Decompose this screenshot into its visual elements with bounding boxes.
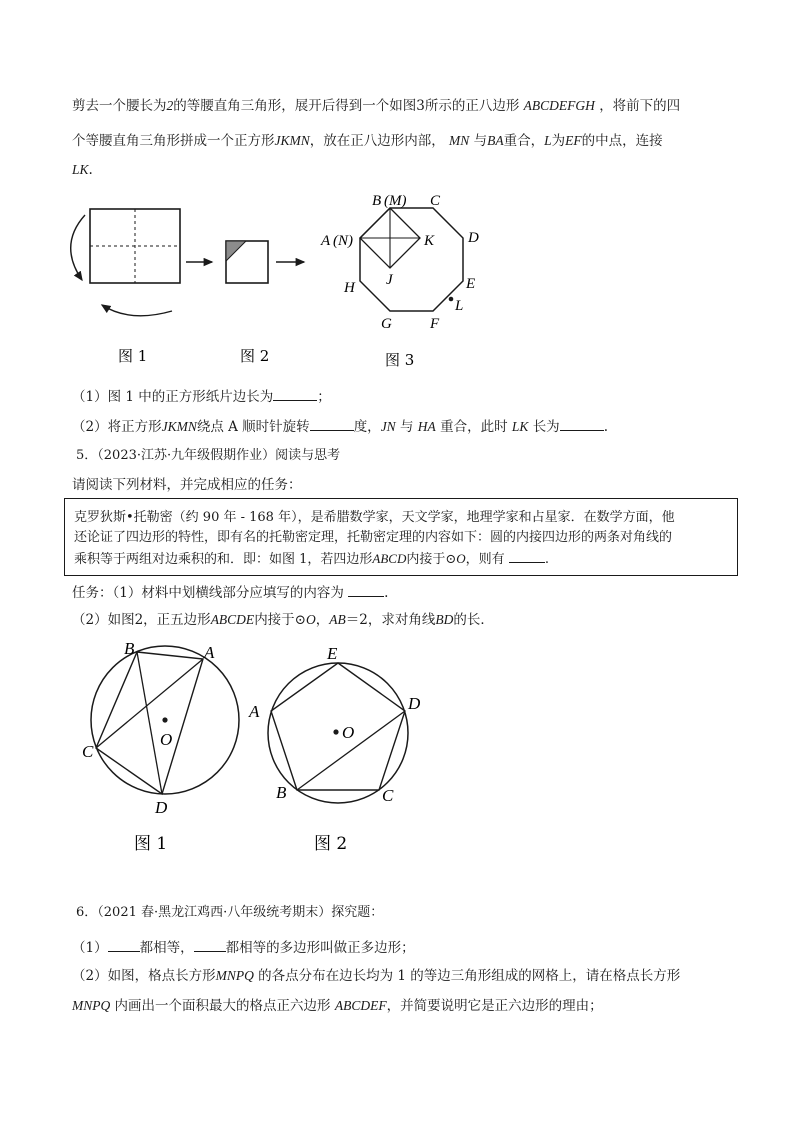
top-figures [0,185,800,385]
answer-blank[interactable] [509,548,545,563]
octagon-name: ABCDEFGH [523,98,595,113]
text: 剪去一个腰长为 [72,98,167,114]
text: （2）将正方形 [72,419,162,435]
text: . [603,419,608,435]
text: 与 [473,133,488,149]
math: EF [565,133,582,148]
intro-line-3 [72,160,93,180]
text: 的各点分布在边长均为 1 的等边三角形组成的网格上，请在格点长方形 [258,968,681,984]
label-c: C [82,742,94,761]
figure-1-folded-square [71,209,180,316]
circle-figures [0,635,800,865]
label-b: B [124,639,135,658]
text: （2）如图，格点长方形 [72,968,216,984]
text: ，将前下的四 [599,98,681,114]
center-o [333,729,338,734]
label-d: D [155,798,168,817]
text: 长为 [532,419,560,435]
math: ABCD [372,551,407,566]
text: 内接于⊙ [406,552,457,567]
box-line-2: 还论证了四边形的特性，即有名的托勒密定理，托勒密定理的内容如下：圆的内接四边形的两条对角线的 [74,530,673,545]
fig3-caption: 图 3 [385,351,415,369]
math: ABCDE [210,612,255,627]
figure-cyclic-quadrilateral [82,639,239,817]
intro-line-2 [72,131,663,151]
q6-part1 [72,937,415,958]
text: 的等腰直角三角形，展开后得到一个如图 [173,98,417,114]
text: 的长． [453,612,494,628]
label-d: D [468,230,479,246]
q5-header: 5．（2023·江苏·九年级假期作业）阅读与思考 [76,448,341,463]
q6-part2 [72,966,680,986]
text: 3 [416,98,425,114]
text: （2）如图2，正五边形 [72,612,211,628]
math: LK [72,162,89,177]
fig1-caption: 图 1 [134,834,168,854]
fold-arrow-left [71,215,85,280]
math: HA [417,419,436,434]
label-k: K [424,233,435,249]
label-l: L [455,298,464,314]
figure-2-quarter-square [226,241,268,283]
answer-blank[interactable] [194,937,226,952]
math: JN [380,419,396,434]
math: AB [329,612,346,627]
box-line-1: 克罗狄斯•托勒密（约 90 年 - 168 年），是希腊数学家，天文学家，地理学家和占星家．在数学方面，他 [74,510,675,525]
math: LK [511,419,529,434]
fig1-caption: 图 1 [118,347,148,365]
math: MN [449,133,470,148]
q5-instruction: 请阅读下列材料，并完成相应的任务： [72,477,302,493]
fold-arrow-bottom [102,305,172,316]
math: L [544,133,552,148]
text: 2 [166,98,174,113]
intro-line-1 [72,96,680,116]
q4-part2 [72,416,608,437]
label-c: C [430,193,441,209]
text: . [544,552,549,567]
figure-regular-pentagon [248,644,421,805]
text: 乘积等于两组对边乘积的和．即：如图 1，若四边形 [74,552,373,567]
square-name: JKMN [274,133,310,148]
text: 任务：（1）材料中划横线部分应填写的内容为 [72,585,344,601]
math: O [456,551,466,566]
answer-blank[interactable] [310,416,354,431]
point-l [449,297,454,302]
q6-part3 [72,996,603,1016]
text: 的中点，连接 [581,133,663,149]
text: 绕点 A 顺时针旋转 [196,419,310,435]
label-m: (M) [384,193,407,209]
label-b: B [372,193,382,209]
label-a: A [204,643,215,662]
label-a: A [321,233,331,249]
label-o: O [160,730,173,749]
answer-blank[interactable] [560,416,604,431]
text: 都相等的多边形叫做正多边形； [225,940,415,956]
text: （1）图 1 中的正方形纸片边长为 [72,389,274,405]
label-e: E [327,644,338,663]
math: JKMN [161,419,197,434]
text: ，则有 [465,552,505,567]
label-e: E [466,276,476,292]
label-n: (N) [333,233,353,249]
label-o: O [342,723,355,742]
text: 与 [399,419,414,435]
text: . [384,585,389,601]
text: 度， [353,419,381,435]
text: 都相等， [139,940,194,956]
text: 为 [551,133,566,149]
text: 内画出一个面积最大的格点正六边形 [114,998,331,1014]
figure-3-octagon [320,193,479,332]
text: 个等腰直角三角形拼成一个正方形 [72,133,275,149]
text: （1） [72,940,108,956]
answer-blank[interactable] [348,582,384,597]
text: ＝2，求对角线 [345,612,436,628]
q5-task1 [72,582,388,603]
text: ； [317,389,331,405]
q5-task2 [72,610,494,630]
answer-blank[interactable] [273,386,317,401]
q6-header: 6．（2021 春·黑龙江鸡西·八年级统考期末）探究题： [76,905,384,920]
answer-blank[interactable] [108,937,140,952]
fig2-caption: 图 2 [240,347,270,365]
label-f: F [430,316,440,332]
box-line-3 [74,548,549,570]
label-d: D [408,694,421,713]
math: O [306,612,316,627]
label-c: C [382,786,394,805]
label-b: B [276,783,287,802]
text: 重合， [503,133,545,149]
text: 内接于⊙ [254,612,306,628]
fig2-caption: 图 2 [314,834,348,854]
math: MNPQ [72,998,111,1013]
math: BA [487,133,504,148]
math: BD [435,612,454,627]
math: MNPQ [215,968,254,983]
text: ， [315,612,330,628]
text: 所示的正八边形 [424,98,520,114]
q4-part1 [72,386,331,407]
math: ABCDEF [334,998,387,1013]
text: ，并简要说明它是正六边形的理由； [386,998,603,1014]
label-a: A [249,702,260,721]
center-o [162,717,167,722]
text: ，放在正八边形内部， [309,133,445,149]
text: . [88,162,93,178]
text: 重合，此时 [440,419,508,435]
label-h: H [344,280,355,296]
label-j: J [386,272,393,288]
label-g: G [381,316,392,332]
